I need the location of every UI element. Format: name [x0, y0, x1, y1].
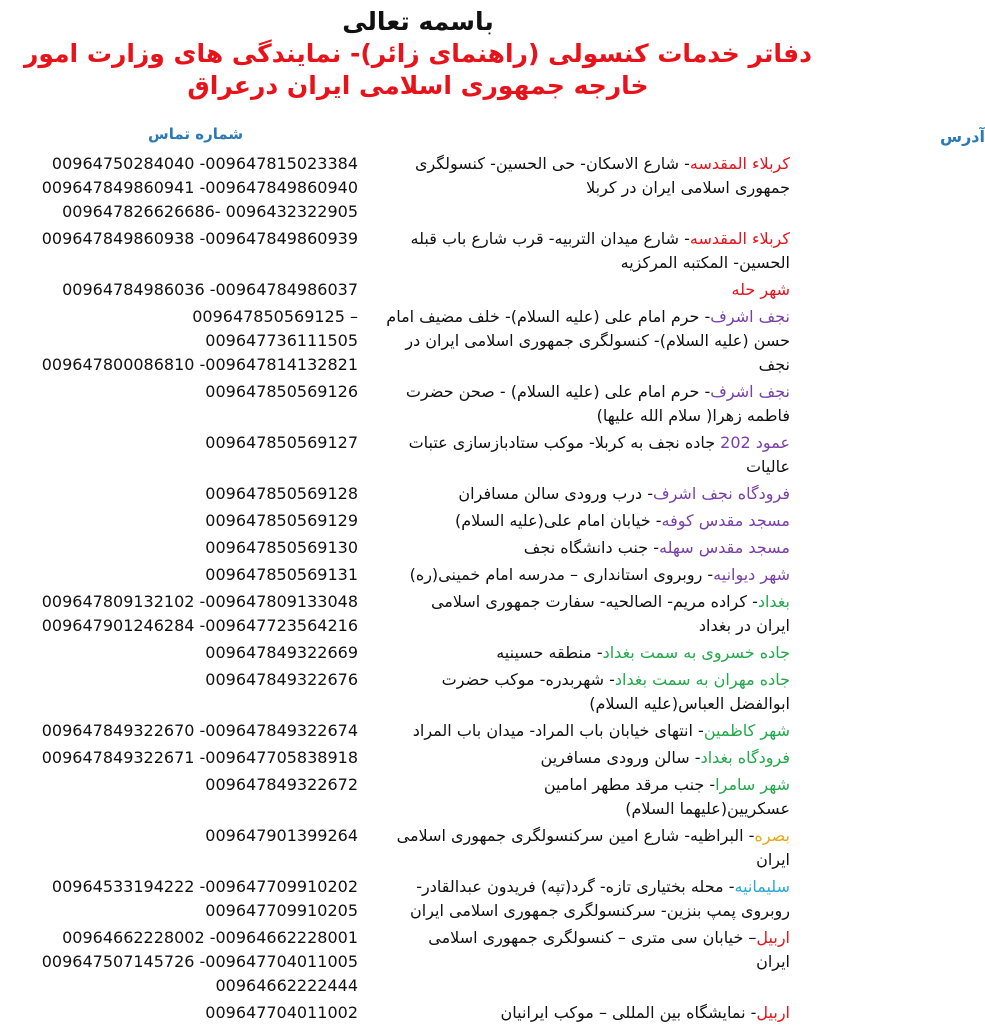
header-line-3: خارجه جمهوری اسلامی ایران درعراق — [187, 71, 649, 100]
office-entry — [0, 563, 836, 587]
office-address — [354, 746, 790, 770]
office-address — [354, 227, 790, 275]
office-entry — [0, 824, 836, 872]
office-entry — [0, 668, 836, 716]
office-city: شهر سامرا — [715, 775, 790, 794]
office-address — [354, 875, 790, 923]
office-city: اربیل — [756, 928, 790, 947]
office-phones: 00964662228002 -00964662228001 009647507145726 -009647704011005 00964662222444 — [41, 928, 358, 995]
office-entry — [0, 719, 836, 743]
office-phones: 00964750284040 -009647815023384 009647849860941 -009647849860940 009647826626686- 0096432322905 — [41, 154, 358, 221]
office-address-text: - شارع میدان التربیه- قرب شارع باب قبله الحسین- المکتبه المرکزیه — [410, 229, 790, 272]
office-city: کربلاء المقدسه — [689, 229, 790, 248]
office-phones: 009647901399264 — [205, 826, 358, 845]
office-address-text: - درب ورودی سالن مسافران — [458, 484, 654, 503]
office-entry — [0, 773, 836, 821]
header-line-2: دفاتر خدمات کنسولی (راهنمای زائر)- نمایندگی های وزارت امور — [24, 39, 812, 68]
office-city: جاده مهران به سمت بغداد — [614, 670, 790, 689]
office-address-text: - حرم امام علی (علیه السلام)- خلف مضیف امام حسن (علیه السلام)- کنسولگری جمهوری اسلامی ایران در نجف — [386, 307, 790, 374]
office-city: فرودگاه بغداد — [700, 748, 790, 767]
office-address — [354, 431, 790, 479]
office-city: شهر دیوانیه — [713, 565, 790, 584]
office-phones: 009647850569127 — [205, 433, 358, 452]
office-address — [354, 509, 790, 533]
office-city: مسجد مقدس کوفه — [661, 511, 790, 530]
office-phones: 009647849860938 -009647849860939 — [41, 229, 358, 248]
office-address — [354, 773, 790, 821]
office-entry — [0, 590, 836, 638]
office-city: اربیل — [756, 1003, 790, 1022]
office-entry — [0, 641, 836, 665]
office-city: سلیمانیه — [734, 877, 790, 896]
office-address — [354, 926, 790, 974]
office-entry — [0, 278, 836, 302]
office-address-text: - جنب مرقد مطهر امامین عسکریین(علیهما السلام) — [543, 775, 790, 818]
office-city: نجف اشرف — [710, 307, 790, 326]
office-address-text: - محله بختیاری تازه- گرد(تپه) فریدون عبدالقادر- روبروی پمپ بنزین- سرکنسولگری جمهوری اسلامی ایران — [410, 877, 790, 920]
document-header — [0, 6, 836, 102]
office-entry — [0, 431, 836, 479]
office-entry — [0, 509, 836, 533]
office-phones: 009647850569128 — [205, 484, 358, 503]
office-address-text: - سالن ورودی مسافرین — [540, 748, 701, 767]
office-address-text: - خیابان امام علی(علیه السلام) — [455, 511, 662, 530]
office-address — [354, 668, 790, 716]
office-address-text: - حرم امام علی (علیه السلام) - صحن حضرت فاطمه زهرا( سلام الله علیها) — [405, 382, 790, 425]
phone-column-header: شماره تماس — [148, 125, 244, 143]
office-address-text: - شهربدره- موکب حضرت ابوالفضل العباس(علیه السلام) — [441, 670, 790, 713]
office-phones: 009647850569125 – 009647736111505 009647800086810 -009647814132821 — [41, 307, 358, 374]
office-address-text: - نمایشگاه بین المللی – موکب ایرانیان — [500, 1003, 757, 1022]
office-address — [354, 380, 790, 428]
office-address — [354, 719, 790, 743]
office-phones: 009647850569130 — [205, 538, 358, 557]
office-city: شهر حله — [731, 280, 790, 299]
office-phones: 009647809132102 -009647809133048 009647901246284 -009647723564216 — [41, 592, 358, 635]
office-city: فرودگاه نجف اشرف — [653, 484, 790, 503]
office-list — [0, 152, 836, 1028]
office-phones: 009647849322669 — [205, 643, 358, 662]
office-city: عمود 202 — [720, 433, 790, 452]
office-address — [354, 590, 790, 638]
office-address-text: – خیابان سی متری – کنسولگری جمهوری اسلامی ایران — [428, 928, 790, 971]
office-entry — [0, 875, 836, 923]
office-entry — [0, 1001, 836, 1025]
office-entry — [0, 926, 836, 998]
office-address — [354, 1001, 790, 1025]
office-phones: 009647849322670 -009647849322674 — [41, 721, 358, 740]
office-phones: 009647849322676 — [205, 670, 358, 689]
office-entry — [0, 227, 836, 275]
office-city: مسجد مقدس سهله — [659, 538, 790, 557]
office-address — [354, 536, 790, 560]
office-entry — [0, 152, 836, 224]
office-entry — [0, 536, 836, 560]
column-headers — [0, 125, 985, 147]
office-address — [354, 641, 790, 665]
office-entry — [0, 482, 836, 506]
office-address-text: - جنب دانشگاه نجف — [523, 538, 659, 557]
office-entry — [0, 380, 836, 428]
office-address — [354, 305, 790, 377]
office-address-text: - انتهای خیابان باب المراد- میدان باب المراد — [412, 721, 704, 740]
office-phones: 00964784986036 -00964784986037 — [62, 280, 358, 299]
office-city: بغداد — [757, 592, 790, 611]
office-phones: 009647850569129 — [205, 511, 358, 530]
office-phones: 009647849322672 — [205, 775, 358, 794]
office-address-text: - کراده مریم- الصالحیه- سفارت جمهوری اسلامی ایران در بغداد — [430, 592, 790, 635]
office-address — [354, 563, 790, 587]
address-column-header: آدرس — [940, 127, 985, 146]
office-city: شهر کاظمین — [703, 721, 790, 740]
office-address-text: - البراظیه- شارع امین سرکنسولگری جمهوری اسلامی ایران — [396, 826, 790, 869]
office-address-text: جاده نجف به کربلا- موکب ستادبازسازی عتبات عالیات — [408, 433, 790, 476]
office-entry — [0, 746, 836, 770]
office-address — [354, 482, 790, 506]
office-city: بصره — [754, 826, 790, 845]
office-city: کربلاء المقدسه — [689, 154, 790, 173]
office-address — [354, 152, 790, 200]
office-address-text: - منطقه حسینیه — [496, 643, 603, 662]
office-city: نجف اشرف — [710, 382, 790, 401]
office-address — [354, 824, 790, 872]
header-line-1: باسمه تعالی — [342, 7, 494, 36]
office-address-text: - شارع الاسکان- حی الحسین- کنسولگری جمهوری اسلامی ایران در کربلا — [414, 154, 790, 197]
office-phones: 009647850569131 — [205, 565, 358, 584]
office-phones: 009647704011002 — [205, 1003, 358, 1022]
office-phones: 009647849322671 -009647705838918 — [41, 748, 358, 767]
office-address — [354, 278, 790, 302]
office-phones: 009647850569126 — [205, 382, 358, 401]
office-entry — [0, 305, 836, 377]
office-city: جاده خسروی به سمت بغداد — [602, 643, 790, 662]
office-phones: 00964533194222 -009647709910202 009647709910205 — [51, 877, 358, 920]
office-address-text: - روبروی استانداری – مدرسه امام خمینی(ره) — [409, 565, 714, 584]
